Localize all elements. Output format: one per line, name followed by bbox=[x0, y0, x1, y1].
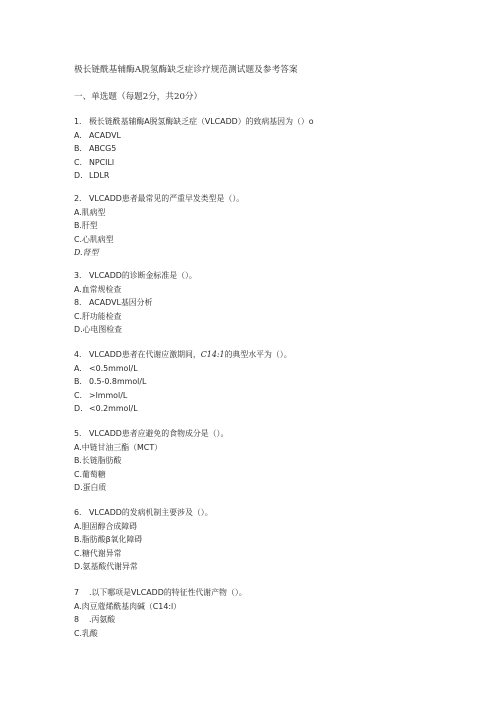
question-number: 3. bbox=[74, 271, 82, 280]
option-d: D.蛋白质 bbox=[74, 483, 107, 492]
question-6 bbox=[74, 507, 474, 575]
option-d: D.氨基酸代谢异常 bbox=[74, 562, 138, 571]
question-text: VLCADD患者应避免的食物成分是（）。 bbox=[89, 429, 229, 438]
option-b bbox=[74, 297, 474, 311]
question-number: 2. bbox=[74, 194, 82, 203]
option-text: LDLR bbox=[89, 171, 110, 180]
option-label: A. bbox=[74, 130, 82, 140]
question-number: 6. bbox=[74, 508, 82, 517]
question-number: 7 bbox=[74, 588, 80, 597]
question-7 bbox=[74, 587, 474, 641]
question-stem bbox=[74, 349, 474, 363]
option-d: D.肾型 bbox=[74, 248, 99, 257]
question-text: VLCADD的诊断金标准是（）。 bbox=[89, 271, 197, 280]
document-title: 极长链酰基辅酶A脱氢酶缺乏症诊疗规范测试题及参考答案 bbox=[74, 65, 298, 75]
option-label: B. bbox=[74, 144, 82, 153]
question-text: .以下哪项是VLCADD的特征性代谢产物（）。 bbox=[89, 588, 247, 597]
question-stem bbox=[74, 507, 474, 521]
option-c: C.葡萄糖 bbox=[74, 469, 106, 479]
question-stem bbox=[74, 116, 474, 130]
option-d bbox=[74, 403, 474, 417]
option-c: C.乳酸 bbox=[74, 628, 98, 638]
option-label: A. bbox=[74, 363, 82, 373]
question-stem bbox=[74, 428, 474, 442]
question-1 bbox=[74, 116, 474, 184]
option-d: D.心电图检查 bbox=[74, 325, 123, 334]
option-text: ABCG5 bbox=[89, 144, 117, 153]
option-text: ACADVL基因分析 bbox=[89, 298, 153, 307]
option-text: <0.5mmol/L bbox=[89, 363, 138, 373]
question-4 bbox=[74, 349, 474, 417]
question-number: 4. bbox=[74, 350, 82, 359]
question-2 bbox=[74, 193, 474, 261]
question-3 bbox=[74, 270, 474, 338]
option-b bbox=[74, 614, 474, 628]
option-text: <0.2mmol/L bbox=[89, 404, 138, 413]
option-c: C.糖代谢异常 bbox=[74, 548, 122, 558]
option-b bbox=[74, 376, 474, 390]
option-a: A.肌病型 bbox=[74, 207, 106, 217]
option-text: >lmmol/L bbox=[89, 390, 128, 400]
option-text: .丙氨酸 bbox=[89, 615, 116, 624]
question-stem bbox=[74, 587, 474, 601]
option-label: C. bbox=[74, 390, 83, 400]
question-text: VLCADD的发病机制主要涉及（）。 bbox=[89, 508, 213, 517]
option-c bbox=[74, 157, 474, 171]
option-a: A.血常规检查 bbox=[74, 284, 122, 294]
question-stem bbox=[74, 193, 474, 207]
option-text: NPCILl bbox=[89, 157, 115, 167]
option-c: C.心肌病型 bbox=[74, 234, 114, 244]
question-text-end: 的典型水平为（）。 bbox=[224, 350, 292, 359]
option-label: C. bbox=[74, 157, 83, 167]
option-label: 8. bbox=[74, 298, 82, 307]
option-label: D. bbox=[74, 404, 83, 413]
option-b: B.脂肪酸β氧化障碍 bbox=[74, 535, 143, 544]
question-5 bbox=[74, 428, 474, 496]
option-label: B. bbox=[74, 377, 82, 386]
option-b bbox=[74, 143, 474, 157]
question-number: 5. bbox=[74, 429, 82, 438]
question-stem bbox=[74, 270, 474, 284]
question-text-start: VLCADD患者在代谢应激期间， bbox=[89, 350, 201, 359]
option-label: D. bbox=[74, 171, 83, 180]
option-b: B.肝型 bbox=[74, 221, 98, 230]
option-a: A.肉豆蔻烯酰基肉碱（C14:l） bbox=[74, 601, 182, 611]
option-text: ACADVL bbox=[89, 130, 121, 140]
option-c: C.肝功能检查 bbox=[74, 311, 122, 321]
option-text: 0.5-0.8mmol/L bbox=[89, 377, 147, 386]
option-a bbox=[74, 130, 474, 144]
option-label: 8 bbox=[74, 615, 80, 624]
question-text-italic: C14:1 bbox=[200, 350, 225, 359]
question-text: VLCADD患者最常见的严重早发类型是（）。 bbox=[89, 194, 245, 203]
option-a: A.胆固醇合成障碍 bbox=[74, 521, 138, 531]
section-heading: 一、单选题（每题2分，共20分） bbox=[74, 92, 203, 102]
question-text: 极长链酰基辅酶A脱氢酶缺乏症（VLCADD）的致病基因为（）o bbox=[89, 117, 314, 126]
option-d bbox=[74, 170, 474, 184]
option-a: A.中链甘油三酯（MCT） bbox=[74, 442, 163, 452]
option-a bbox=[74, 363, 474, 377]
option-b: B.长链脂肪酸 bbox=[74, 456, 122, 465]
option-c bbox=[74, 390, 474, 404]
question-number: 1. bbox=[74, 117, 82, 126]
